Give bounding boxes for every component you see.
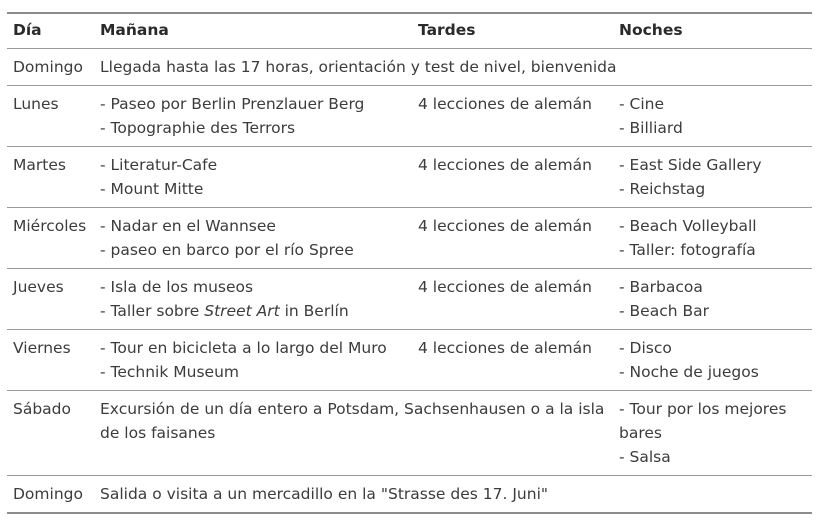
activity-text: Llegada hasta las 17 horas, orientación y test de nivel, bienvenida (100, 58, 617, 76)
evening-item: - Cine (619, 95, 665, 113)
morning-item: - Nadar en el Wannsee (100, 217, 276, 235)
morning-cell (94, 208, 412, 269)
morning-item: - Isla de los museos (100, 278, 254, 296)
day-cell: Domingo (7, 476, 94, 514)
evening-item: - East Side Gallery (619, 156, 762, 174)
evening-cell (613, 391, 812, 476)
evening-item: - Tour por los mejores bares (619, 400, 787, 442)
evening-item: - Reichstag (619, 180, 706, 198)
morning-cell (94, 86, 412, 147)
header-row (7, 13, 812, 49)
table-row (7, 49, 812, 86)
table-row (7, 208, 812, 269)
evening-item: - Beach Bar (619, 302, 709, 320)
table-row (7, 86, 812, 147)
morning-item-emphasis: Street Art (204, 302, 280, 320)
morning-item: - Technik Museum (100, 363, 240, 381)
evening-cell (613, 208, 812, 269)
table-row (7, 330, 812, 391)
morning-item: - Topographie des Terrors (100, 119, 296, 137)
activity-cell (94, 476, 812, 514)
evening-item: - Barbacoa (619, 278, 703, 296)
activity-text: Salida o visita a un mercadillo en la "Strasse des 17. Juni" (100, 485, 549, 503)
evening-cell (613, 330, 812, 391)
evening-item: - Noche de juegos (619, 363, 759, 381)
morning-item-text: - Taller sobre (100, 302, 205, 320)
table-row (7, 147, 812, 208)
day-cell: Martes (7, 147, 94, 208)
day-cell: Miércoles (7, 208, 94, 269)
day-cell: Jueves (7, 269, 94, 330)
morning-cell (94, 147, 412, 208)
afternoon-cell: 4 lecciones de alemán (412, 86, 613, 147)
day-cell: Lunes (7, 86, 94, 147)
morning-item: - Mount Mitte (100, 180, 204, 198)
table-row (7, 391, 812, 476)
morning-item: - Paseo por Berlin Prenzlauer Berg (100, 95, 365, 113)
evening-item: - Taller: fotografía (619, 241, 756, 259)
excursion-text: Excursión de un día entero a Potsdam, Sachsenhausen o a la isla de los faisanes (100, 400, 605, 442)
morning-item: - Tour en bicicleta a lo largo del Muro (100, 339, 387, 357)
morning-item: - Literatur-Cafe (100, 156, 218, 174)
evening-cell (613, 269, 812, 330)
afternoon-cell: 4 lecciones de alemán (412, 147, 613, 208)
activity-cell (94, 49, 812, 86)
header-evening: Noches (613, 13, 812, 49)
afternoon-cell: 4 lecciones de alemán (412, 269, 613, 330)
evening-cell (613, 86, 812, 147)
evening-item: - Beach Volleyball (619, 217, 757, 235)
day-cell: Sábado (7, 391, 94, 476)
header-morning: Mañana (94, 13, 412, 49)
table-row (7, 476, 812, 514)
excursion-cell (94, 391, 613, 476)
morning-item-text: in Berlín (279, 302, 349, 320)
afternoon-cell: 4 lecciones de alemán (412, 330, 613, 391)
morning-item (100, 299, 406, 323)
evening-item: - Billiard (619, 119, 683, 137)
evening-item: - Disco (619, 339, 672, 357)
evening-item: - Salsa (619, 448, 671, 466)
day-cell: Viernes (7, 330, 94, 391)
header-afternoon: Tardes (412, 13, 613, 49)
morning-cell (94, 330, 412, 391)
table-row (7, 269, 812, 330)
morning-cell (94, 269, 412, 330)
morning-item: - paseo en barco por el río Spree (100, 241, 354, 259)
afternoon-cell: 4 lecciones de alemán (412, 208, 613, 269)
schedule-table (7, 12, 812, 514)
evening-cell (613, 147, 812, 208)
header-day: Día (7, 13, 94, 49)
day-cell: Domingo (7, 49, 94, 86)
